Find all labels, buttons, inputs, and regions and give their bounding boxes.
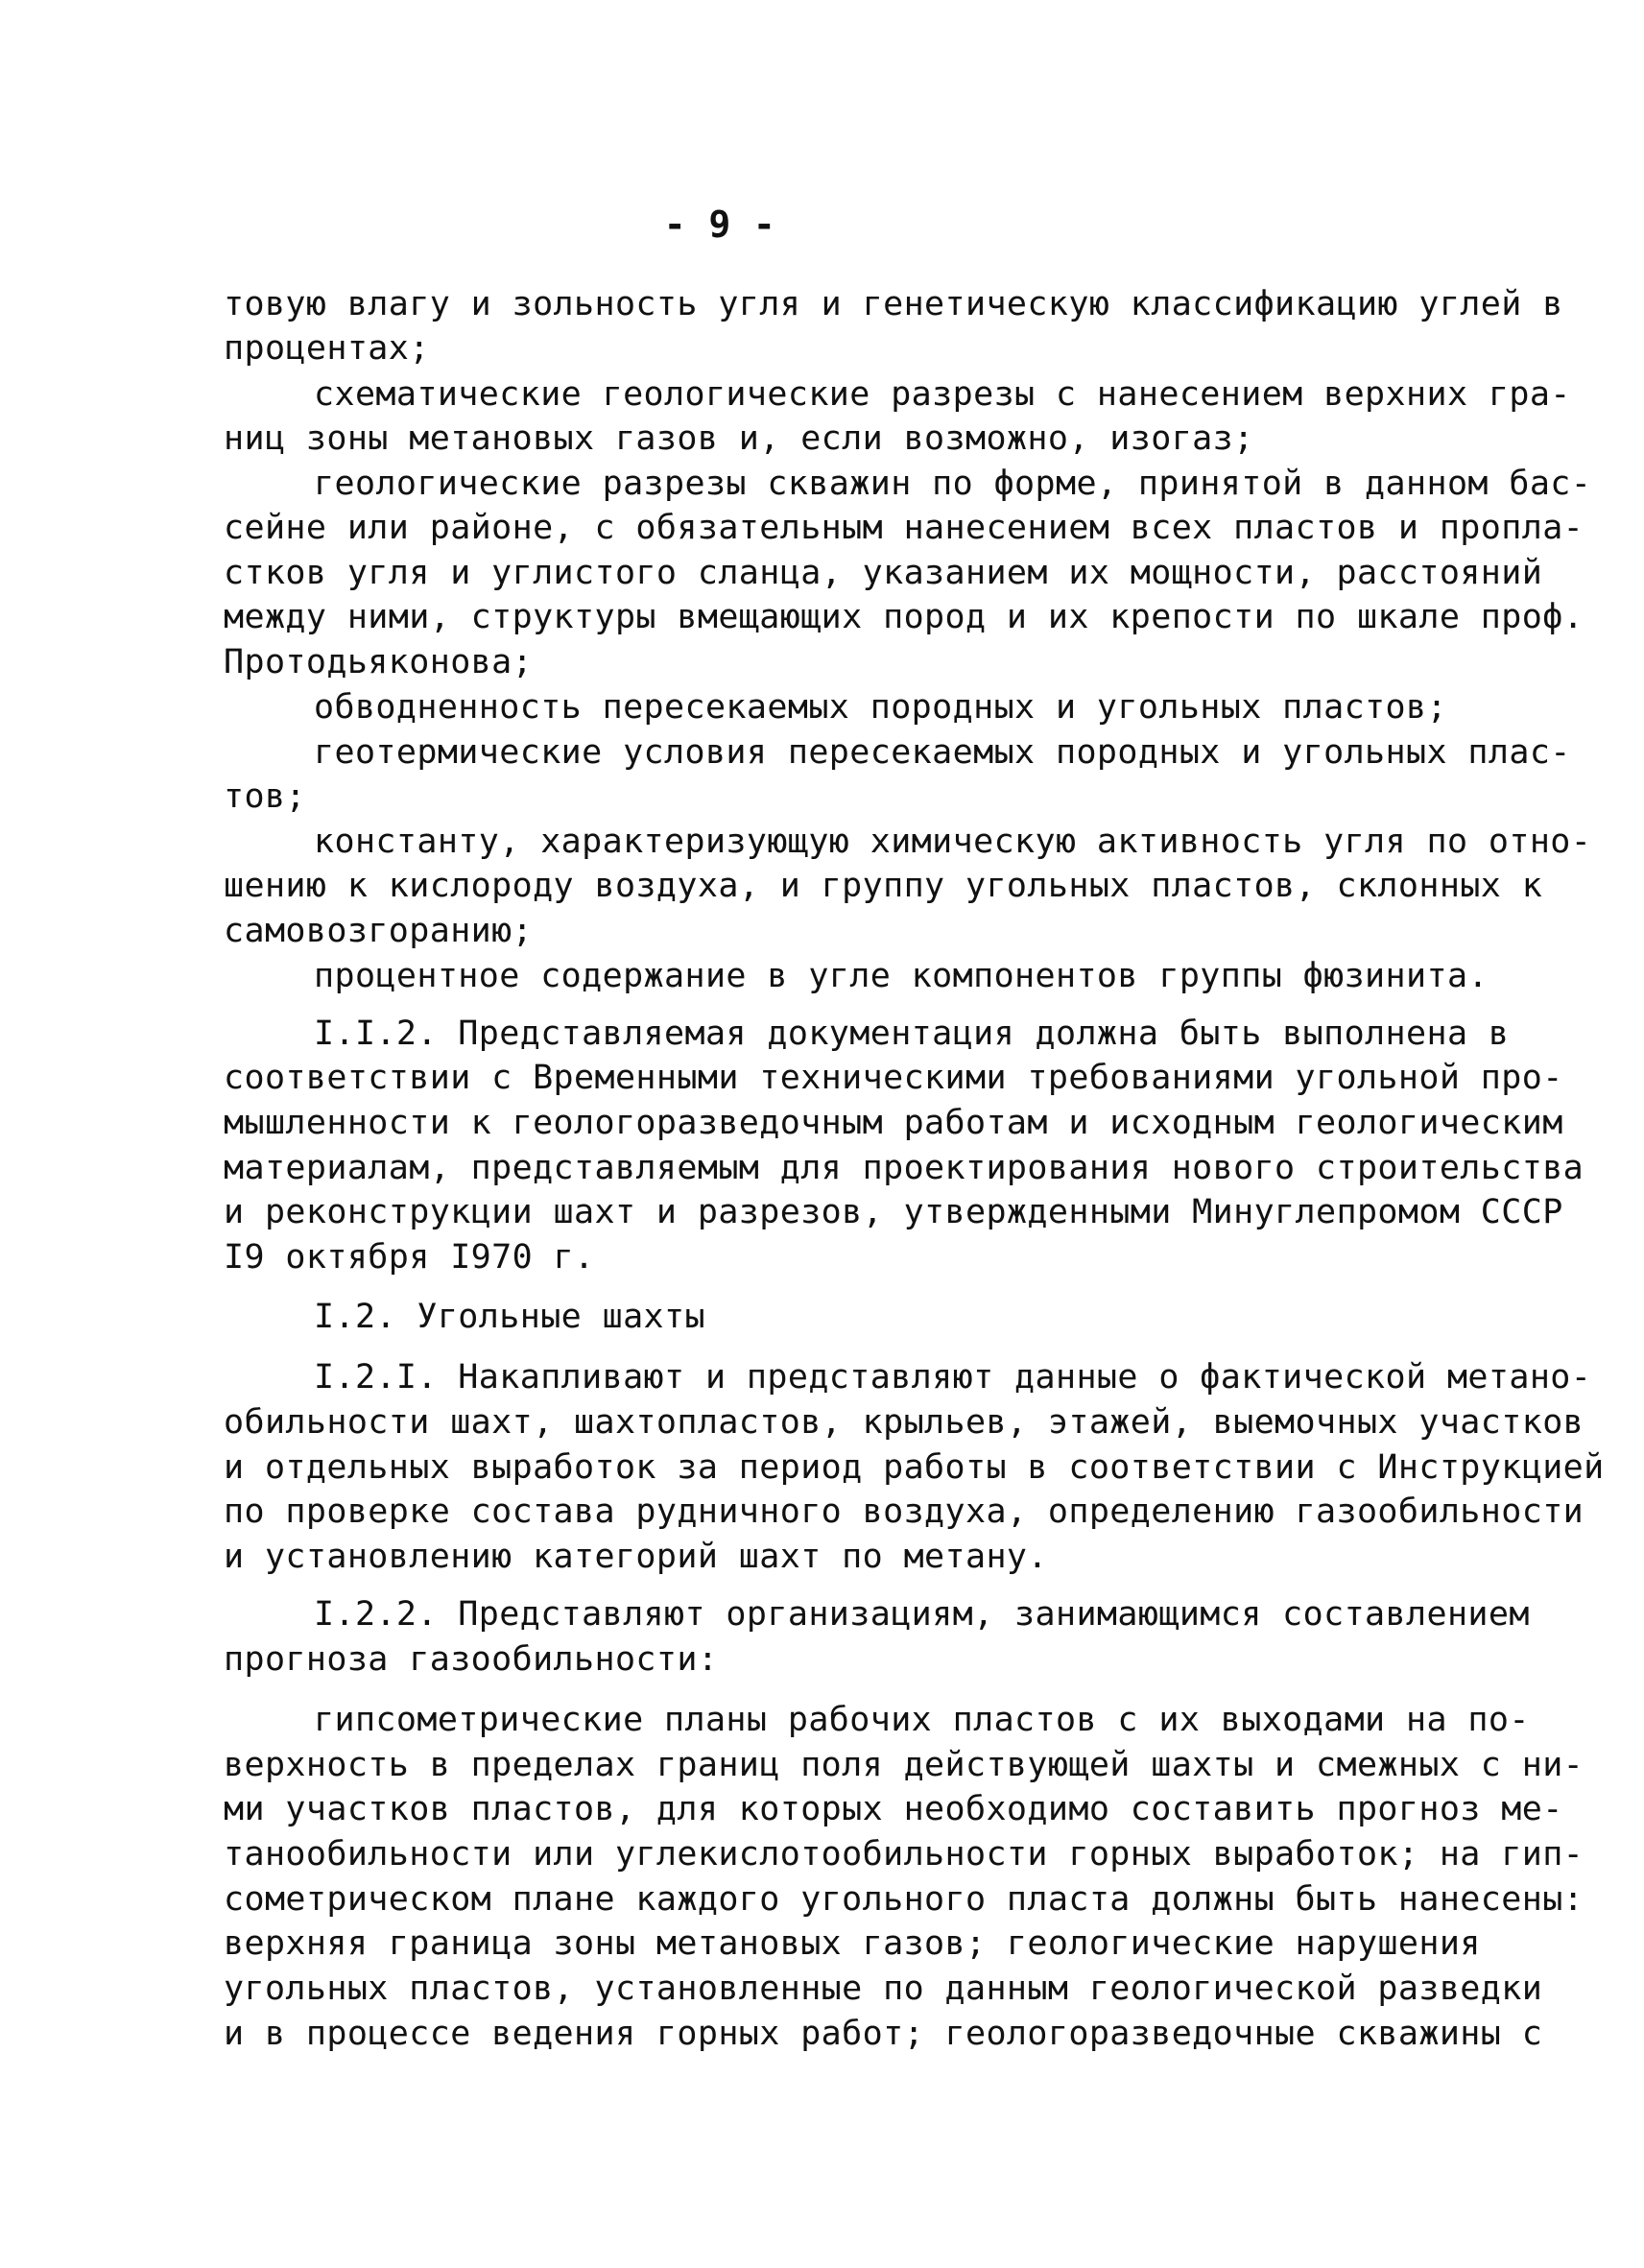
text-line: ниц зоны метановых газов и, если возможно, изогаз; [224,419,1254,458]
section-heading: I.2. Угольные шахты [314,1298,705,1336]
text-line: процентное содержание в угле компонентов группы фюзинита. [314,957,1489,995]
text-line: мышленности к геологоразведочным работам и исходным геологическим [224,1104,1563,1142]
text-line: и установлению категорий шахт по метану. [224,1538,1048,1576]
text-line: соответствии с Временными техническими требованиями угольной про- [224,1059,1563,1097]
text-line: между ними, структуры вмещающих пород и их крепости по шкале проф. [224,598,1584,636]
text-line: по проверке состава рудничного воздуха, определению газообильности [224,1492,1584,1531]
text-line: геотермические условия пересекаемых породных и угольных плас- [314,733,1571,772]
text-line: материалам, представляемым для проектирования нового строительства [224,1149,1584,1187]
text-line: сометрическом плане каждого угольного пласта должны быть нанесены: [224,1880,1584,1919]
text-line: танообильности или углекислотообильности горных выработок; на гип- [224,1835,1584,1874]
text-line: схематические геологические разрезы с нанесением верхних гра- [314,375,1571,414]
text-line: товую влагу и зольность угля и генетическую классификацию углей в [224,285,1563,323]
text-line: обводненность пересекаемых породных и угольных пластов; [314,688,1447,727]
text-line: и отдельных выработок за период работы в соответствии с Инструкцией [224,1448,1605,1487]
text-line: Протодьяконова; [224,643,534,681]
text-line: I.2.I. Накапливают и представляют данные о фактической метано- [314,1358,1592,1397]
text-line: константу, характеризующую химическую активность угля по отно- [314,823,1592,861]
text-line: гипсометрические планы рабочих пластов с их выходами на по- [314,1701,1530,1739]
text-line: стков угля и углистого сланца, указанием их мощности, расстояний [224,554,1543,592]
text-line: обильности шахт, шахтопластов, крыльев, этажей, выемочных участков [224,1403,1584,1442]
text-line: и реконструкции шахт и разрезов, утвержденными Минуглепромом СССР [224,1193,1563,1231]
text-line: геологические разрезы скважин по форме, принятой в данном бас- [314,465,1592,503]
text-line: процентах; [224,329,430,368]
text-line: тов; [224,777,306,816]
text-line: ми участков пластов, для которых необходимо составить прогноз ме- [224,1790,1563,1828]
text-line: угольных пластов, установленные по данным геологической разведки [224,1970,1543,2008]
text-line: шению к кислороду воздуха, и группу угольных пластов, склонных к [224,867,1543,905]
text-line: I9 октября I970 г. [224,1238,595,1277]
text-line: I.I.2. Представляемая документация должна быть выполнена в [314,1015,1510,1053]
text-line: и в процессе ведения горных работ; геологоразведочные скважины с [224,2015,1543,2053]
text-line: сейне или районе, с обязательным нанесением всех пластов и пропла- [224,509,1584,547]
text-line: самовозгоранию; [224,912,534,950]
text-line: прогноза газообильности: [224,1640,719,1679]
text-line: I.2.2. Представляют организациям, занимающимся составлением [314,1595,1530,1634]
page-number: - 9 - [663,203,776,246]
text-line: верхняя граница зоны метановых газов; геологические нарушения [224,1924,1481,1963]
text-line: верхность в пределах границ поля действующей шахты и смежных с ни- [224,1746,1584,1784]
